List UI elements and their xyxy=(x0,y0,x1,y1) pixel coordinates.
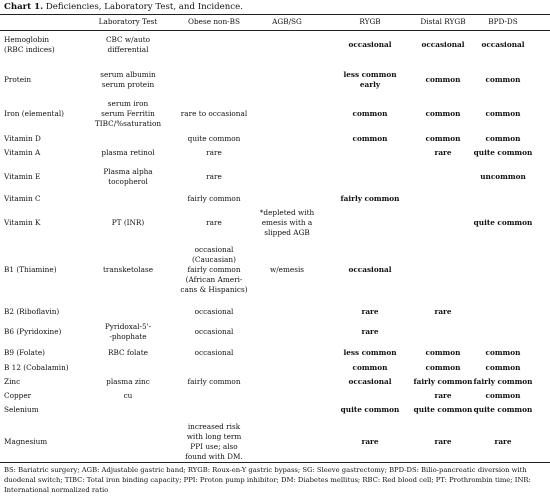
deficiency-cell: Protein xyxy=(4,75,32,84)
distal-rygb-cell: fairly common xyxy=(413,377,473,386)
header-cell: Distal RYGB xyxy=(420,17,466,26)
rygb-cell: rare xyxy=(361,307,379,316)
header-cell: RYGB xyxy=(359,17,381,26)
rygb-cell: rare xyxy=(361,437,379,446)
deficiency-cell: Zinc xyxy=(4,377,21,386)
rygb-cell: quite common xyxy=(340,405,400,414)
header-cell: Laboratory Test xyxy=(98,17,158,26)
rygb-cell: less common early xyxy=(343,70,397,89)
header-cell: BPD-DS xyxy=(488,17,518,26)
header-cell: Obese non-BS xyxy=(188,17,240,26)
deficiency-cell: Vitamin D xyxy=(4,134,41,143)
table-title-label: Chart 1. xyxy=(4,2,44,12)
deficiency-cell: Magnesium xyxy=(4,437,48,446)
table-title-text: Deficiencies, Laboratory Test, and Incidence. xyxy=(43,2,243,12)
top-rule xyxy=(0,14,550,15)
deficiency-cell: Hemoglobin (RBC indices) xyxy=(4,35,55,54)
lab-test-cell: plasma zinc xyxy=(106,377,150,386)
bpd-ds-cell: quite common xyxy=(473,405,533,414)
lab-test-cell: Plasma alpha tocopherol xyxy=(103,167,153,186)
rygb-cell: rare xyxy=(361,327,379,336)
deficiency-cell: B2 (Riboflavin) xyxy=(4,307,60,316)
obese-non-bs-cell: rare xyxy=(206,172,222,181)
obese-non-bs-cell: fairly common xyxy=(187,194,241,203)
rygb-cell: occasional xyxy=(348,265,392,274)
bpd-ds-cell: occasional xyxy=(481,40,525,49)
obese-non-bs-cell: increased risk with long term PPI use; also found with DM. xyxy=(185,422,243,461)
distal-rygb-cell: quite common xyxy=(413,405,473,414)
header-rule xyxy=(0,30,550,31)
obese-non-bs-cell: occasional xyxy=(194,307,234,316)
deficiency-cell: Vitamin K xyxy=(4,218,41,227)
bpd-ds-cell: common xyxy=(485,134,521,143)
bottom-rule xyxy=(0,462,550,463)
rygb-cell: common xyxy=(352,134,388,143)
lab-test-cell: plasma retinol xyxy=(101,148,155,157)
rygb-cell: less common xyxy=(343,348,397,357)
obese-non-bs-cell: fairly common xyxy=(187,377,241,386)
rygb-cell: common xyxy=(352,363,388,372)
bpd-ds-cell: common xyxy=(485,363,521,372)
lab-test-cell: CBC w/auto differential xyxy=(105,35,151,54)
deficiency-cell: B9 (Folate) xyxy=(4,348,46,357)
footnote-line: duodenal switch; TIBC: Total iron binding capacity; PPI: Proton pump inhibitor; DM: Diabetes mellitus; RBC: Red blood cell; PT: Prothrombin time; INR: xyxy=(4,476,531,484)
distal-rygb-cell: common xyxy=(425,134,461,143)
distal-rygb-cell: rare xyxy=(434,148,452,157)
distal-rygb-cell: rare xyxy=(434,307,452,316)
lab-test-cell: Pyridoxal-5'- -phophate xyxy=(104,322,152,341)
agb-sg-cell: *depleted with emesis with a slipped AGB xyxy=(259,208,315,237)
distal-rygb-cell: rare xyxy=(434,437,452,446)
distal-rygb-cell: rare xyxy=(434,391,452,400)
distal-rygb-cell: common xyxy=(425,348,461,357)
distal-rygb-cell: occasional xyxy=(421,40,465,49)
lab-test-cell: PT (INR) xyxy=(111,218,145,227)
distal-rygb-cell: common xyxy=(425,363,461,372)
deficiency-cell: Copper xyxy=(4,391,32,400)
bpd-ds-cell: common xyxy=(485,348,521,357)
table-title xyxy=(4,2,243,12)
deficiency-cell: Selenium xyxy=(4,405,39,414)
deficiency-cell: Vitamin C xyxy=(4,194,41,203)
obese-non-bs-cell: occasional (Caucasian) fairly common (African Ameri- cans & Hispanics) xyxy=(180,245,248,294)
bpd-ds-cell: common xyxy=(485,109,521,118)
bpd-ds-cell: common xyxy=(485,391,521,400)
bpd-ds-cell: quite common xyxy=(473,148,533,157)
rygb-cell: fairly common xyxy=(340,194,400,203)
obese-non-bs-cell: occasional xyxy=(194,348,234,357)
distal-rygb-cell: common xyxy=(425,109,461,118)
bpd-ds-cell: quite common xyxy=(473,218,533,227)
lab-test-cell: serum iron serum Ferritin TIBC/%saturation xyxy=(94,99,162,128)
deficiency-cell: B1 (Thiamine) xyxy=(4,265,57,274)
bpd-ds-cell: uncommon xyxy=(480,172,526,181)
bpd-ds-cell: common xyxy=(485,75,521,84)
distal-rygb-cell: common xyxy=(425,75,461,84)
lab-test-cell: serum albumin serum protein xyxy=(100,70,156,89)
footnote-line: BS: Bariatric surgery; AGB: Adjustable gastric band; RYGB: Roux-en-Y gastric bypass; SG: Sleeve gastrectomy; BPD-DS: Bilio-pancreatic diversion with xyxy=(4,466,527,474)
deficiency-cell: B6 (Pyridoxine) xyxy=(4,327,62,336)
agb-sg-cell: w/emesis xyxy=(269,265,305,274)
deficiency-cell: Iron (elemental) xyxy=(4,109,64,118)
obese-non-bs-cell: rare xyxy=(206,148,222,157)
bpd-ds-cell: rare xyxy=(494,437,512,446)
lab-test-cell: transketolase xyxy=(102,265,154,274)
header-cell: AGB/SG xyxy=(272,17,302,26)
deficiency-cell: B 12 (Cobalamin) xyxy=(4,363,69,372)
deficiency-cell: Vitamin E xyxy=(4,172,41,181)
obese-non-bs-cell: occasional xyxy=(194,327,234,336)
lab-test-cell: RBC folate xyxy=(108,348,148,357)
lab-test-cell: cu xyxy=(123,391,133,400)
obese-non-bs-cell: rare to occasional xyxy=(180,109,248,118)
rygb-cell: common xyxy=(352,109,388,118)
rygb-cell: occasional xyxy=(348,377,392,386)
obese-non-bs-cell: rare xyxy=(206,218,222,227)
deficiency-cell: Vitamin A xyxy=(4,148,41,157)
rygb-cell: occasional xyxy=(348,40,392,49)
footnote-line: International normalized ratio xyxy=(4,486,109,494)
bpd-ds-cell: fairly common xyxy=(473,377,533,386)
obese-non-bs-cell: quite common xyxy=(187,134,241,143)
